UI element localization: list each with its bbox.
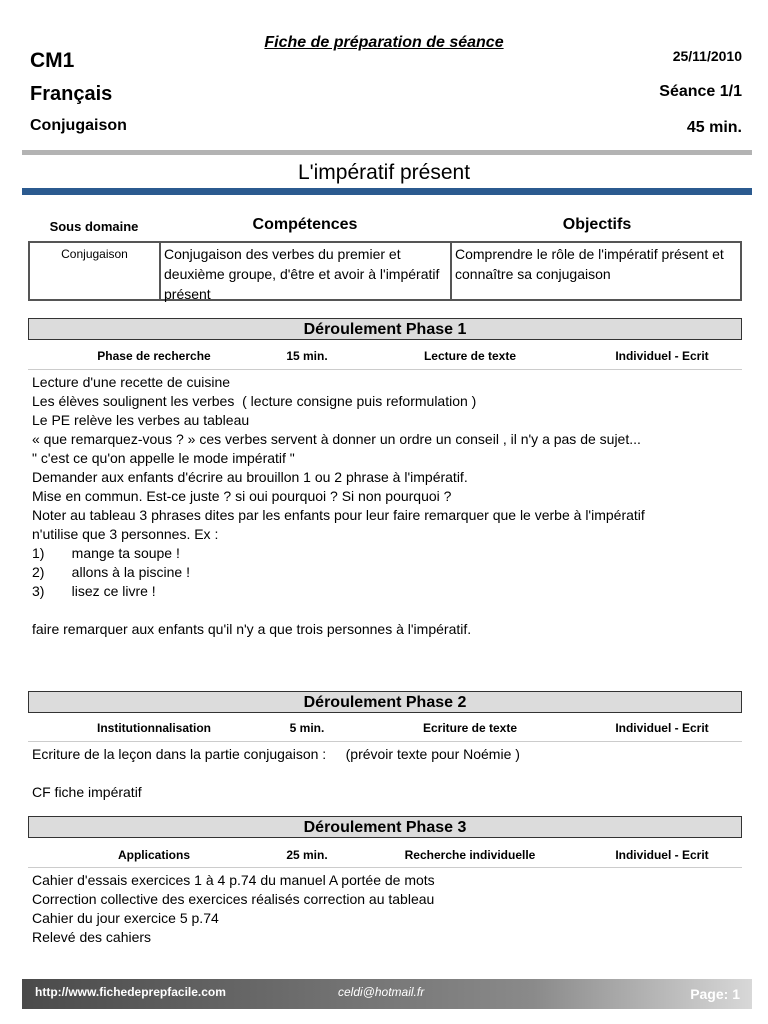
session: Séance 1/1 <box>659 83 742 100</box>
class-level: CM1 <box>30 49 75 72</box>
phase-2-mode: Individuel - Ecrit <box>615 721 709 735</box>
phase-1-content <box>32 373 645 639</box>
text-line: Demander aux enfants d'écrire au brouillon 1 ou 2 phrase à l'impératif. <box>32 469 468 485</box>
text-line: Mise en commun. Est-ce juste ? si oui pourquoi ? Si non pourquoi ? <box>32 488 452 504</box>
text-line: Noter au tableau 3 phrases dites par les enfants pour leur faire remarquer que le verbe à l'impératif <box>32 507 645 523</box>
text-line: 2) allons à la piscine ! <box>32 564 190 580</box>
page-number: Page: 1 <box>690 986 740 1002</box>
text-line: Relevé des cahiers <box>32 929 152 945</box>
col-head-competences: Compétences <box>252 216 358 233</box>
lesson-title: L'impératif présent <box>297 161 471 184</box>
text-line: Les élèves soulignent les verbes ( lecture consigne puis reformulation ) <box>32 393 477 409</box>
phase-1-divider <box>28 369 742 370</box>
cell-objectif: Comprendre le rôle de l'impératif présent et connaître sa conjugaison <box>450 241 742 301</box>
domain: Conjugaison <box>30 117 127 134</box>
phase-3-mode: Individuel - Ecrit <box>615 848 709 862</box>
text-line: CF fiche impératif <box>32 784 142 800</box>
phase-3-bar: Déroulement Phase 3 <box>28 816 742 838</box>
phase-1-name: Phase de recherche <box>97 349 211 363</box>
text-line: Le PE relève les verbes au tableau <box>32 412 250 428</box>
text-line: Cahier d'essais exercices 1 à 4 p.74 du manuel A portée de mots <box>32 872 435 888</box>
title-divider <box>22 188 752 195</box>
text-line: Correction collective des exercices réalisés correction au tableau <box>32 891 435 907</box>
subject: Français <box>30 83 113 105</box>
col-head-sous-domaine: Sous domaine <box>49 219 139 234</box>
duration: 45 min. <box>686 119 742 136</box>
phase-2-bar: Déroulement Phase 2 <box>28 691 742 713</box>
text-line: Lecture d'une recette de cuisine <box>32 374 231 390</box>
phase-3-activity: Recherche individuelle <box>404 848 536 862</box>
header-divider <box>22 150 752 155</box>
phase-2-time: 5 min. <box>289 721 325 735</box>
page-footer <box>22 979 752 1009</box>
phase-3-divider <box>28 867 742 868</box>
phase-3-time: 25 min. <box>286 848 328 862</box>
phase-2-activity: Ecriture de texte <box>422 721 518 735</box>
phase-3-name: Applications <box>117 848 190 862</box>
date: 25/11/2010 <box>672 48 742 64</box>
cell-sous-domaine: Conjugaison <box>28 241 161 301</box>
text-line: n'utilise que 3 personnes. Ex : <box>32 526 219 542</box>
document-title: Fiche de préparation de séance <box>264 34 504 51</box>
text-line <box>32 764 520 783</box>
text-line: " c'est ce qu'on appelle le mode impératif " <box>32 450 295 466</box>
footer-email-link[interactable]: celdi@hotmail.fr <box>338 985 425 999</box>
phase-1-bar: Déroulement Phase 1 <box>28 318 742 340</box>
text-line <box>32 601 645 620</box>
col-head-objectifs: Objectifs <box>562 216 632 233</box>
phase-2-divider <box>28 741 742 742</box>
phase-1-mode: Individuel - Ecrit <box>615 349 709 363</box>
text-line: Ecriture de la leçon dans la partie conjugaison : (prévoir texte pour Noémie ) <box>32 746 520 762</box>
phase-1-activity: Lecture de texte <box>423 349 517 363</box>
cell-competence: Conjugaison des verbes du premier et deuxième groupe, d'être et avoir à l'impératif présent <box>159 241 452 301</box>
phase-1-time: 15 min. <box>286 349 328 363</box>
text-line: 3) lisez ce livre ! <box>32 583 156 599</box>
phase-2-content <box>32 745 520 802</box>
text-line: faire remarquer aux enfants qu'il n'y a que trois personnes à l'impératif. <box>32 621 472 637</box>
text-line: Cahier du jour exercice 5 p.74 <box>32 910 219 926</box>
phase-3-content <box>32 871 435 947</box>
text-line: 1) mange ta soupe ! <box>32 545 180 561</box>
text-line: « que remarquez-vous ? » ces verbes servent à donner un ordre un conseil , il n'y a pas de sujet... <box>32 431 641 447</box>
phase-2-name: Institutionnalisation <box>97 721 211 735</box>
footer-url-link[interactable]: http://www.fichedeprepfacile.com <box>35 985 226 999</box>
